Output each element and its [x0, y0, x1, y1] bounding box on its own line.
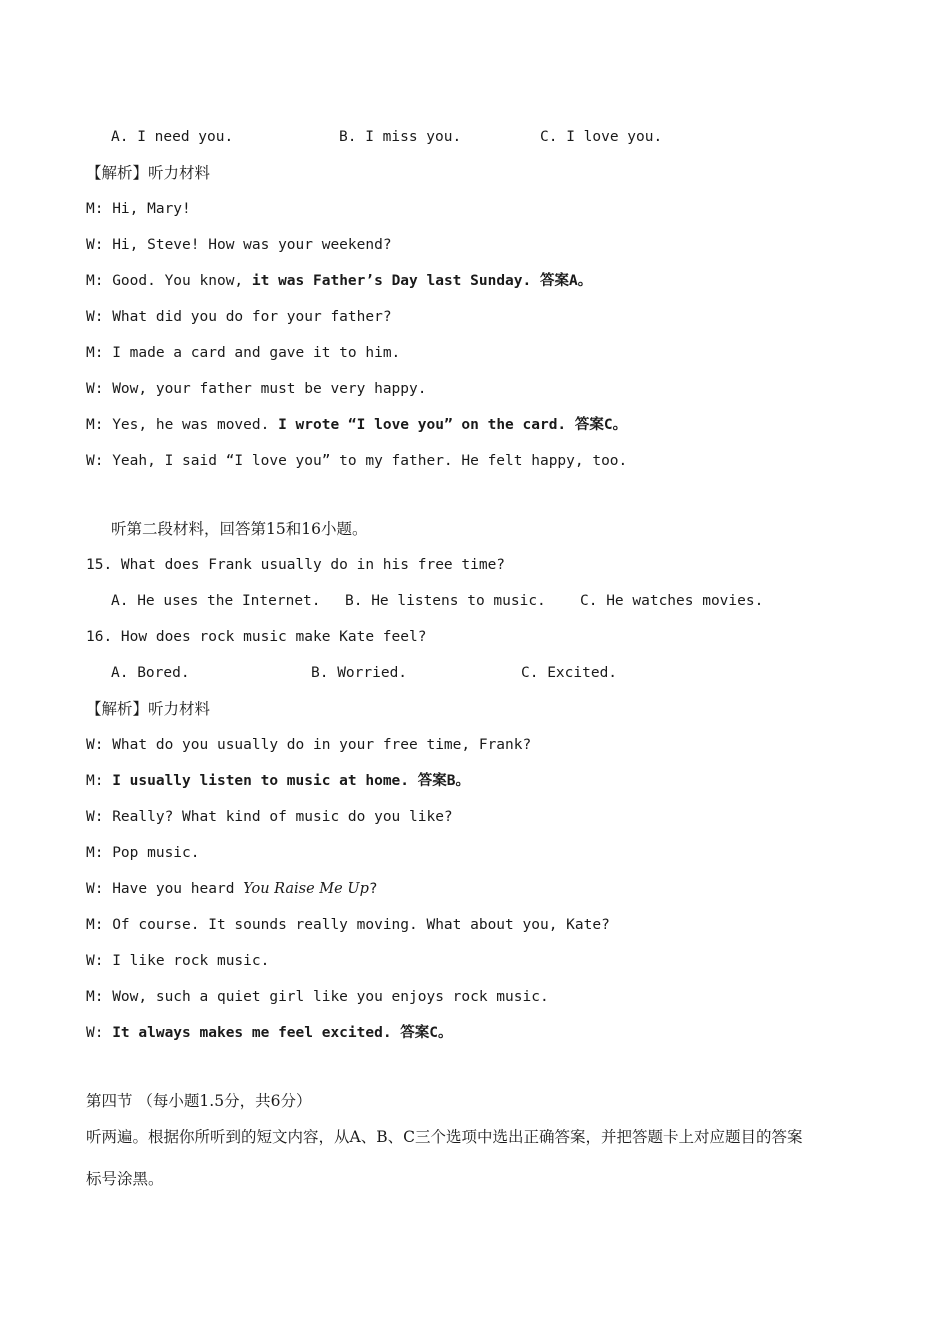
q14-option-a: A. I need you.: [111, 129, 234, 145]
dialogue-line: W: What do you usually do in your free time, Frank?: [86, 737, 532, 753]
q14-option-b: B. I miss you.: [339, 129, 462, 145]
section4-instructions-cont: 标号涂黑。: [86, 1170, 164, 1188]
section4-instructions: 听两遍。根据你所听到的短文内容，从A、B、C三个选项中选出正确答案，并把答题卡上对应题目的答案: [86, 1128, 803, 1146]
q15-option-b: B. He listens to music.: [345, 593, 546, 609]
dialogue-line: W: Really? What kind of music do you like?: [86, 809, 453, 825]
q15-option-c: C. He watches movies.: [580, 593, 764, 609]
dialogue-line: W: I like rock music.: [86, 953, 270, 969]
q16-stem: 16. How does rock music make Kate feel?: [86, 629, 427, 645]
q15-stem: 15. What does Frank usually do in his free time?: [86, 557, 506, 573]
section4-title: 第四节 （每小题1.5分，共6分）: [86, 1092, 312, 1110]
dialogue-line: W: What did you do for your father?: [86, 309, 392, 325]
q15-option-a: A. He uses the Internet.: [111, 593, 321, 609]
dialogue-line: M: Yes, he was moved. I wrote “I love you” on the card. 答案C。: [86, 417, 628, 433]
dialogue-line: M: I made a card and gave it to him.: [86, 345, 401, 361]
q16-option-b: B. Worried.: [311, 665, 408, 681]
dialogue-line: M: Of course. It sounds really moving. What about you, Kate?: [86, 917, 610, 933]
section2-intro: 听第二段材料，回答第15和16小题。: [111, 520, 368, 538]
q14-option-c: C. I love you.: [540, 129, 663, 145]
song-title: You Raise Me Up: [243, 881, 369, 897]
dialogue-line: W: Wow, your father must be very happy.: [86, 381, 427, 397]
dialogue-line: M: Good. You know, it was Father’s Day last Sunday. 答案A。: [86, 273, 593, 289]
dialogue-line: W: Yeah, I said “I love you” to my father. He felt happy, too.: [86, 453, 628, 469]
answer-highlight: it was Father’s Day last Sunday. 答案A。: [251, 273, 593, 289]
dialogue-line: M: Pop music.: [86, 845, 200, 861]
answer-highlight: I wrote “I love you” on the card. 答案C。: [278, 417, 628, 433]
analysis-label: 【解析】听力材料: [86, 164, 211, 182]
dialogue-line: M: Wow, such a quiet girl like you enjoys rock music.: [86, 989, 549, 1005]
dialogue-line: W: Have you heard You Raise Me Up?: [86, 881, 378, 897]
analysis-label: 【解析】听力材料: [86, 700, 211, 718]
answer-highlight: It always makes me feel excited. 答案C。: [112, 1025, 453, 1041]
q16-option-a: A. Bored.: [111, 665, 190, 681]
answer-highlight: I usually listen to music at home. 答案B。: [112, 773, 470, 789]
dialogue-line: M: Hi, Mary!: [86, 201, 191, 217]
dialogue-line: W: It always makes me feel excited. 答案C。: [86, 1025, 453, 1041]
q16-option-c: C. Excited.: [521, 665, 618, 681]
dialogue-line: W: Hi, Steve! How was your weekend?: [86, 237, 392, 253]
dialogue-line: M: I usually listen to music at home. 答案B。: [86, 773, 470, 789]
